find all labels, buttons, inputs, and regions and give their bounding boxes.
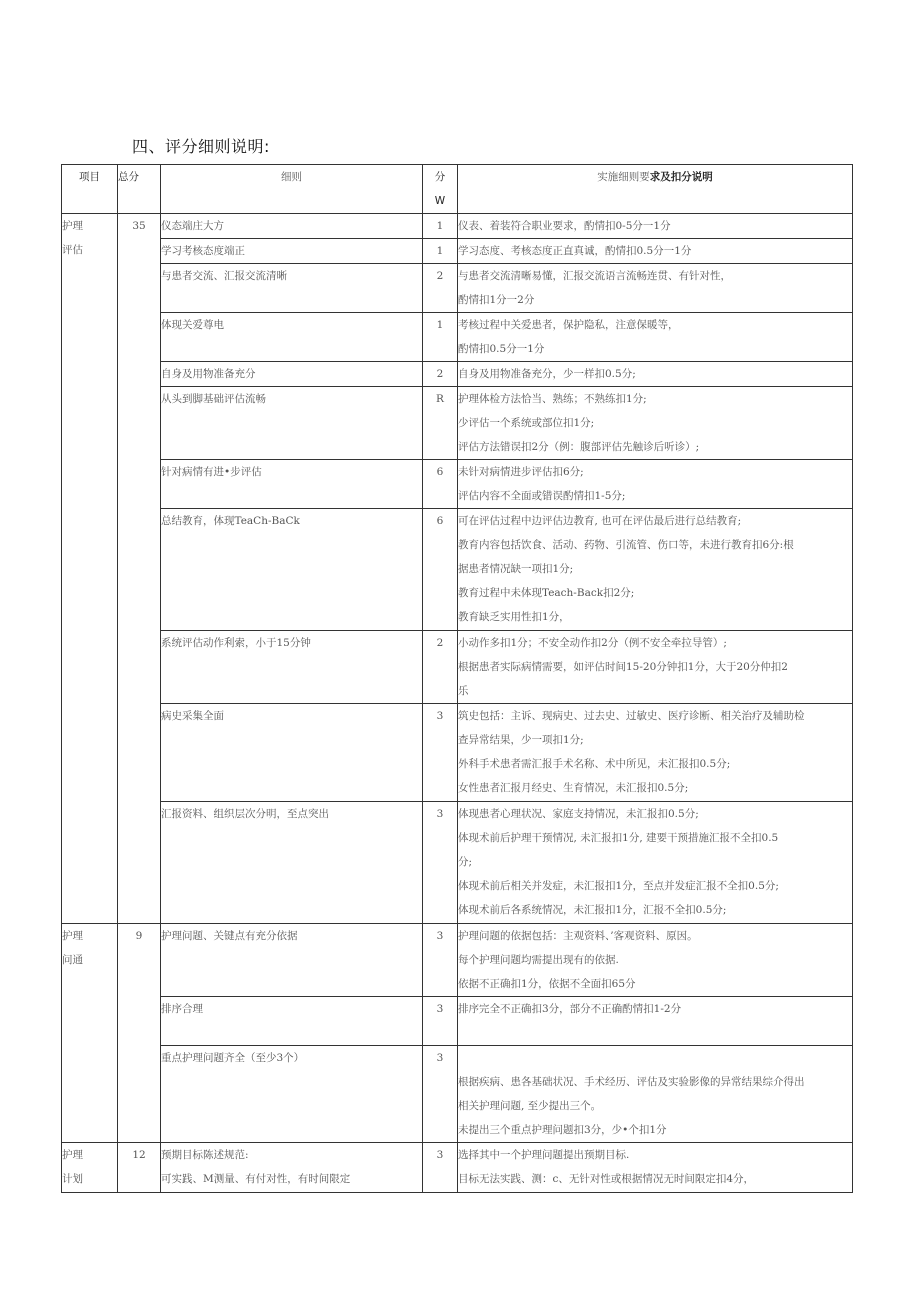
table-row <box>62 313 853 362</box>
criterion-text: 学习考核态度端正 <box>161 245 245 257</box>
requirement-text: 选择其中一个护理问题提出预期目标. <box>458 1149 630 1161</box>
section-total: 35 <box>118 214 161 924</box>
requirement-text: 据患者情况缺一项扣1分; <box>458 563 574 575</box>
category-cell <box>62 924 118 1143</box>
requirement-text: 筑史包括：主诉、现病史、过去史、过敏史、医疗诊断、相关治疗及辅助检 <box>458 710 805 722</box>
requirement-text: 查异常结果，少一项扣1分; <box>458 734 584 746</box>
header-requirement <box>458 165 853 214</box>
requirement-cell <box>458 631 853 704</box>
table-row <box>62 802 853 924</box>
requirement-cell <box>458 313 853 362</box>
category-cell <box>62 1143 118 1193</box>
category-cell <box>62 214 118 924</box>
points-cell: 1 <box>423 313 458 362</box>
requirement-cell <box>458 704 853 802</box>
criterion-cell <box>161 313 423 362</box>
requirement-text: 乐 <box>458 685 469 697</box>
criterion-text: 重点护理问题齐全（至少3个） <box>161 1052 305 1064</box>
requirement-text: 酌情扣1分一2分 <box>458 294 535 306</box>
section-total: 9 <box>118 924 161 1143</box>
points-cell: 6 <box>423 460 458 509</box>
header-item: 项目 <box>62 165 118 214</box>
points-cell: 3 <box>423 997 458 1046</box>
requirement-cell <box>458 997 853 1046</box>
header-requirement-prefix: 实施细则要 <box>597 171 650 183</box>
points-cell: R <box>423 387 458 460</box>
table-row <box>62 509 853 631</box>
header-total: 总分 <box>118 165 161 214</box>
table-row <box>62 264 853 313</box>
criterion-text: 自身及用物准备充分 <box>161 368 256 380</box>
requirement-text: 外科手术患者需汇报手术名称、术中所见，未汇报扣0.5分; <box>458 758 731 770</box>
requirement-text: 女性患者汇报月经史、生育情况，未汇报扣0.5分; <box>458 782 689 794</box>
criterion-text: 仪态端庄大方 <box>161 220 224 232</box>
requirement-text: 教育缺乏实用性扣1分， <box>458 611 570 623</box>
criterion-cell <box>161 1046 423 1143</box>
criterion-cell <box>161 704 423 802</box>
header-score <box>423 165 458 214</box>
criterion-cell <box>161 509 423 631</box>
requirement-text: 体现术前后各系统情况，未汇报扣1分，汇报不全扣0.5分; <box>458 904 727 916</box>
requirement-cell <box>458 1046 853 1143</box>
criterion-cell <box>161 802 423 924</box>
criterion-text: 针对病情有进•步评估 <box>161 466 262 478</box>
requirement-cell <box>458 362 853 387</box>
header-score-top: 分 <box>434 171 446 183</box>
table-row <box>62 631 853 704</box>
category-label: 护理 <box>62 930 83 942</box>
requirement-text: 根据疾病、患各基础状况、手术经历、评估及实验影像的异常结果综介得出 <box>458 1076 805 1088</box>
category-label: 护理 <box>62 1149 83 1161</box>
points-cell: 2 <box>423 631 458 704</box>
points-cell: 1 <box>423 214 458 239</box>
requirement-text: 体现患者心理状况、家庭支持情况，未汇报扣0.5分; <box>458 808 699 820</box>
requirement-text: 少评估一个系统或部位扣1分; <box>458 417 595 429</box>
points-cell: 3 <box>423 1143 458 1193</box>
criterion-text: 系统评估动作利索，小于15分钟 <box>161 637 311 649</box>
requirement-text: 自身及用物准备充分，少一样扣0.5分; <box>458 368 636 380</box>
requirement-text <box>458 1021 852 1045</box>
requirement-cell <box>458 387 853 460</box>
requirement-text: 目标无法实践、测：c、无针对性或根据情况无时间限定扣4分， <box>458 1173 755 1185</box>
section-heading: 四、评分细则说明: <box>132 137 270 156</box>
table-row <box>62 1046 853 1143</box>
criterion-text: 排序合理 <box>161 1003 203 1015</box>
requirement-text: 考核过程中关爱患者，保护隐私，注意保暖等， <box>458 319 679 331</box>
table-body <box>62 214 853 1193</box>
requirement-text: 可在评估过程中边评估边教育, 也可在评估最后进行总结教育; <box>458 515 742 527</box>
requirement-text: 排序完全不正确扣3分，部分不正确酌情扣1-2分 <box>458 1003 682 1015</box>
requirement-text: 每个护理问题均需提出现有的依据. <box>458 954 619 966</box>
table-row <box>62 362 853 387</box>
criterion-cell <box>161 1143 423 1193</box>
criterion-text: 预期目标陈述规范: <box>161 1149 249 1161</box>
table-row <box>62 460 853 509</box>
table-row <box>62 704 853 802</box>
criterion-cell <box>161 239 423 264</box>
table-row <box>62 239 853 264</box>
criterion-cell <box>161 997 423 1046</box>
requirement-text: 学习态度、考核态度正直真诚，酌情扣0.5分一1分 <box>458 245 692 257</box>
requirement-cell <box>458 264 853 313</box>
points-cell: 2 <box>423 264 458 313</box>
requirement-text: 教育过程中未体现Teach-Back扣2分; <box>458 587 635 599</box>
requirement-text: 仪表、着装符合职业要求，酌情扣0-5分一1分 <box>458 220 671 232</box>
requirement-cell <box>458 802 853 924</box>
criterion-cell <box>161 387 423 460</box>
requirement-text <box>458 1046 852 1070</box>
requirement-text: 根据患者实际病情需要，如评估时间15-20分钟扣1分，大于20分仲扣2 <box>458 661 788 673</box>
table-row <box>62 1143 853 1193</box>
requirement-text: 体现术前后护理干预情况, 未汇报扣1分, 建要干预措施汇报不全扣0.5 <box>458 832 779 844</box>
criterion-cell <box>161 924 423 997</box>
category-label: 评估 <box>62 244 83 256</box>
requirement-text: 分; <box>458 856 473 868</box>
header-requirement-suffix: 求及扣分说明 <box>649 171 713 183</box>
section-total: 12 <box>118 1143 161 1193</box>
criterion-cell <box>161 264 423 313</box>
requirement-text: 评估方法错误扣2分（例：腹部评估先触诊后听诊）; <box>458 441 700 453</box>
requirement-cell <box>458 1143 853 1193</box>
points-cell: 2 <box>423 362 458 387</box>
criterion-text: 可实践、M测量、有付对性，有时间限定 <box>161 1173 351 1185</box>
requirement-text: 体现术前后相关并发症，未汇报扣1分，至点并发症汇报不全扣0.5分; <box>458 880 779 892</box>
requirement-text: 依据不正确扣1分，依据不全面扣65分 <box>458 978 636 990</box>
requirement-cell <box>458 924 853 997</box>
criterion-cell <box>161 631 423 704</box>
criterion-text: 汇报资料、组织层次分明，至点突出 <box>161 808 329 820</box>
category-label: 计划 <box>62 1173 83 1185</box>
requirement-cell <box>458 460 853 509</box>
table-header-row <box>62 165 853 214</box>
requirement-text: 教育内容包括饮食、活动、药物、引流管、伤口等，未进行教育扣6分:根 <box>458 539 794 551</box>
table-row <box>62 387 853 460</box>
criterion-cell <box>161 460 423 509</box>
requirement-text: 与患者交流清晰易懂，汇报交流语言流畅连贯、有针对性， <box>458 270 731 282</box>
criterion-cell <box>161 362 423 387</box>
points-cell: 3 <box>423 1046 458 1143</box>
scoring-table <box>61 164 853 1193</box>
requirement-text: 评估内容不全面或错误酌情扣1-5分; <box>458 490 626 502</box>
requirement-text: 未针对病情进步评估扣6分; <box>458 466 584 478</box>
points-cell: 6 <box>423 509 458 631</box>
criterion-cell <box>161 214 423 239</box>
requirement-cell <box>458 239 853 264</box>
requirement-text: 小动作多扣1分；不安全动作扣2分（例不安全牵拉导管）; <box>458 637 727 649</box>
category-label: 问通 <box>62 954 83 966</box>
category-label: 护理 <box>62 220 83 232</box>
header-score-bottom: W <box>434 195 446 207</box>
requirement-cell <box>458 509 853 631</box>
criterion-text: 护理问题、关键点有充分依据 <box>161 930 298 942</box>
criterion-text: 从头到脚基础评估流畅 <box>161 393 266 405</box>
criterion-text: 体现关爱尊电 <box>161 319 224 331</box>
criterion-text: 病史采集全面 <box>161 710 224 722</box>
table-row <box>62 997 853 1046</box>
criterion-text: 与患者交流、汇报交流清晰 <box>161 270 287 282</box>
requirement-text: 护理问题的依据包括：主观资料、’客观资料、原因。 <box>458 930 698 942</box>
requirement-text: 相关护理问题, 至少提出三个。 <box>458 1100 602 1112</box>
points-cell: 1 <box>423 239 458 264</box>
table-row <box>62 214 853 239</box>
header-detail: 细则 <box>161 165 423 214</box>
table-row <box>62 924 853 997</box>
points-cell: 3 <box>423 704 458 802</box>
points-cell: 3 <box>423 924 458 997</box>
requirement-cell <box>458 214 853 239</box>
points-cell: 3 <box>423 802 458 924</box>
requirement-text: 未提出三个重点护理问题扣3分，少•个扣1分 <box>458 1124 667 1136</box>
requirement-text: 护理体检方法恰当、熟练；不熟练扣1分; <box>458 393 647 405</box>
requirement-text: 酌情扣0.5分一1分 <box>458 343 545 355</box>
criterion-text: 总结教育，体现TeaCh-BaCk <box>161 515 300 527</box>
